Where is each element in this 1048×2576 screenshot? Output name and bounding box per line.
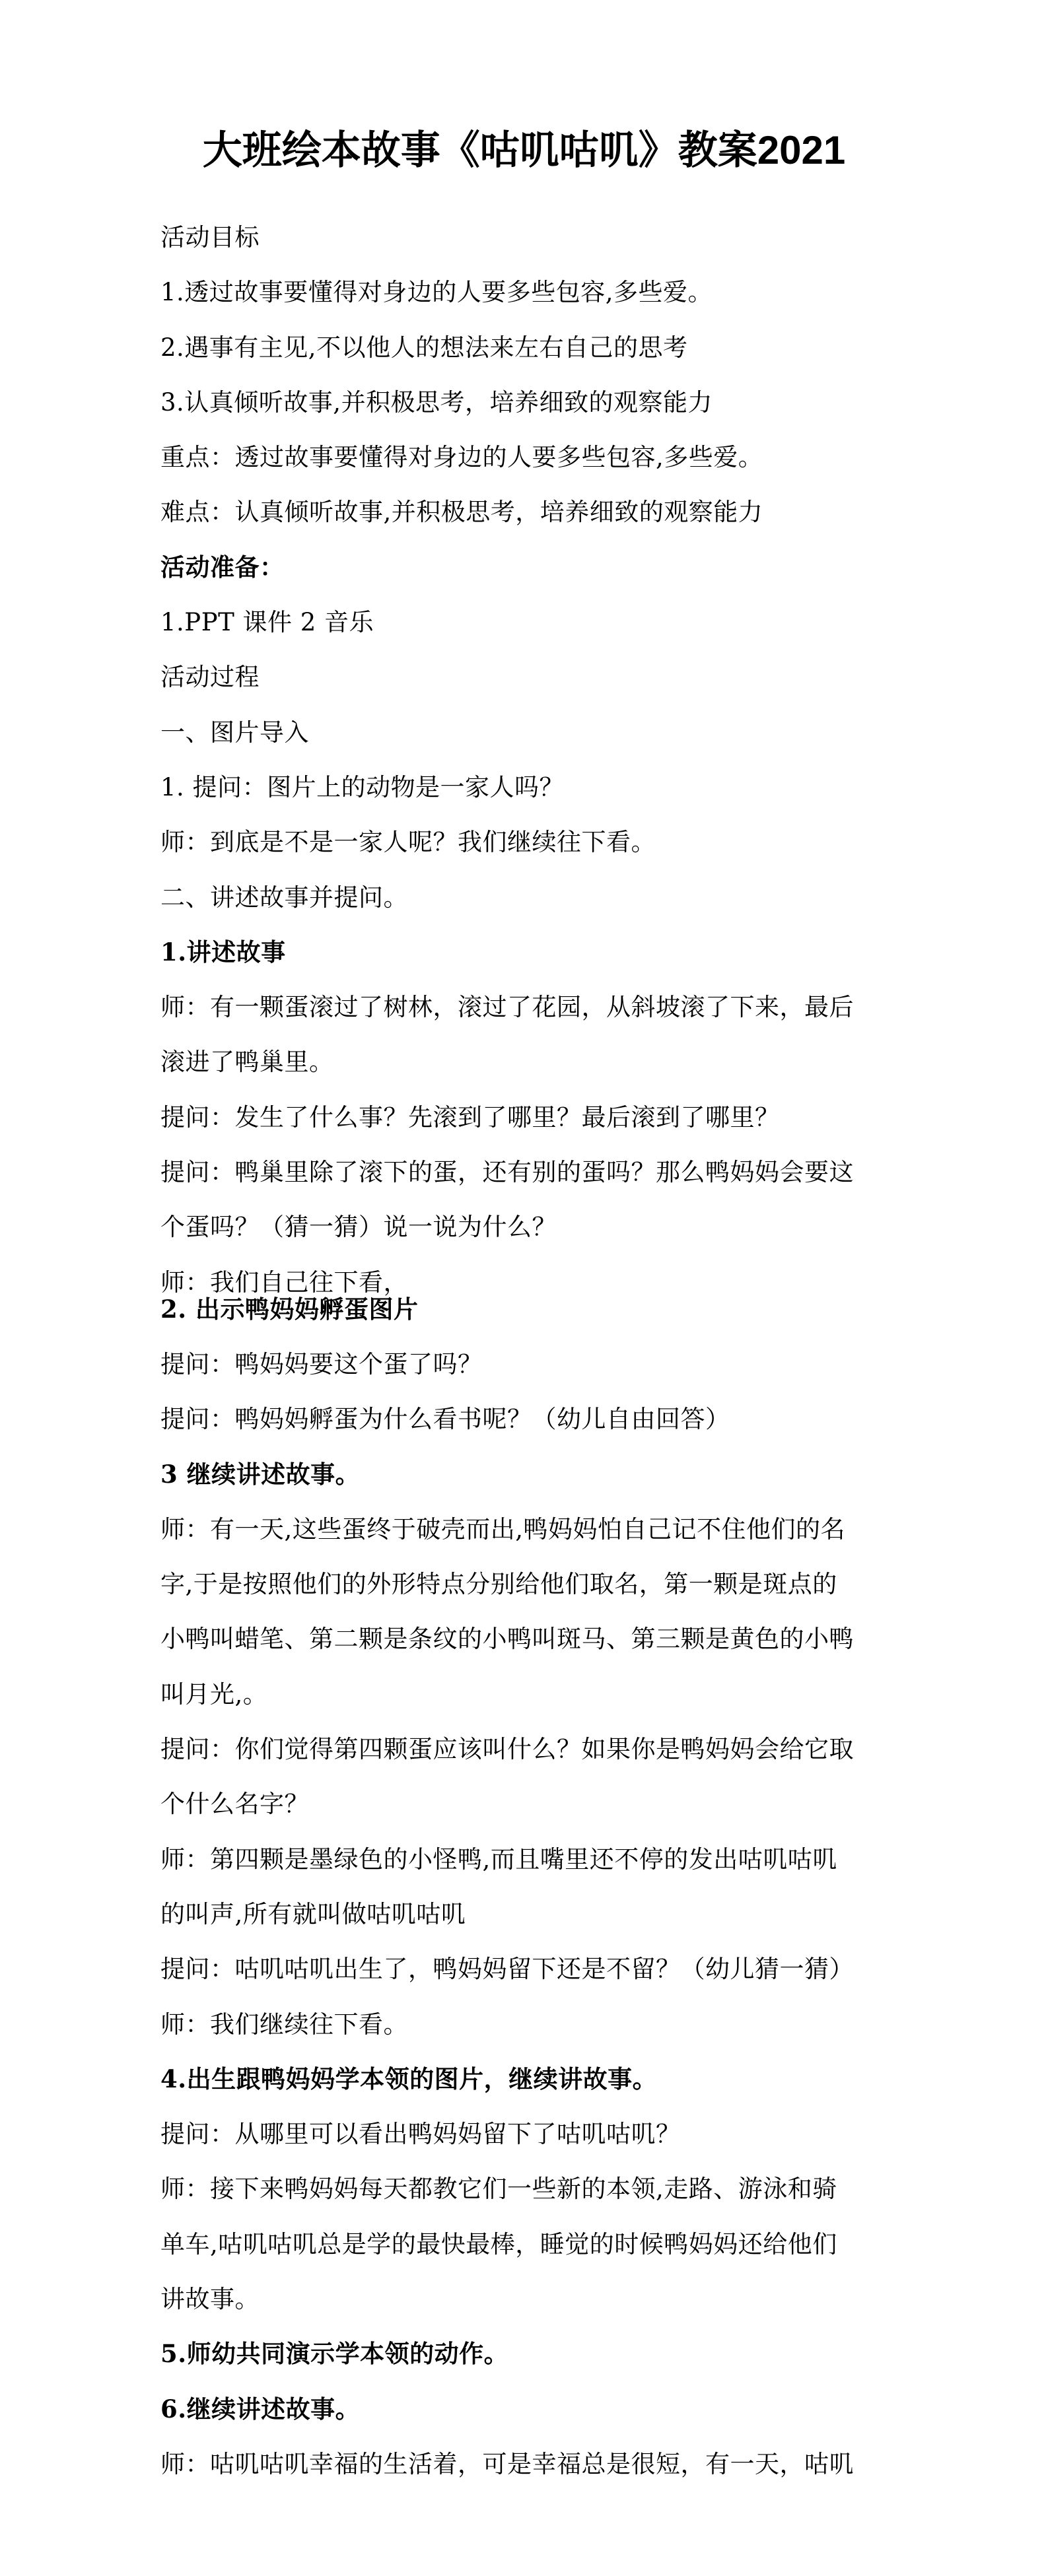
goal-item-2: 2.遇事有主见,不以他人的想法来左右自己的思考: [160, 333, 688, 362]
goal-item-3: 3.认真倾听故事,并积极思考，培养细致的观察能力: [160, 388, 713, 417]
paragraph-line: 提问：鸭巢里除了滚下的蛋，还有别的蛋吗？那么鸭妈妈会要这: [160, 1158, 854, 1187]
substep-heading-4: 4.出生跟鸭妈妈学本领的图片，继续讲故事。: [160, 2064, 658, 2093]
paragraph-line: 师：接下来鸭妈妈每天都教它们一些新的本领,走路、游泳和骑: [160, 2175, 837, 2204]
paragraph-line: 提问：咕叽咕叽出生了，鸭妈妈留下还是不留？（幼儿猜一猜）: [160, 1955, 854, 1984]
substep-heading-5: 5.师幼共同演示学本领的动作。: [160, 2339, 509, 2369]
paragraph-line: 师：我们继续往下看。: [160, 2010, 408, 2039]
substep-heading-6: 6.继续讲述故事。: [160, 2394, 361, 2423]
paragraph-line: 师：有一天,这些蛋终于破壳而出,鸭妈妈怕自己记不住他们的名: [160, 1514, 846, 1543]
paragraph-line: 个蛋吗？（猜一猜）说一说为什么？: [160, 1213, 557, 1242]
paragraph-line: 叫月光,。: [160, 1679, 268, 1709]
paragraph-line: 师：到底是不是一家人呢？我们继续往下看。: [160, 828, 656, 857]
paragraph-line: 提问：鸭妈妈孵蛋为什么看书呢？（幼儿自由回答）: [160, 1405, 730, 1434]
step-heading-picture-intro: 一、图片导入: [160, 718, 309, 747]
document-title: [0, 118, 1048, 184]
paragraph-line: 1. 提问：图片上的动物是一家人吗？: [160, 772, 565, 801]
paragraph-line: 个什么名字？: [160, 1790, 309, 1819]
paragraph-line: 小鸭叫蜡笔、第二颗是条纹的小鸭叫斑马、第三颗是黄色的小鸭: [160, 1625, 854, 1654]
paragraph-line: 提问：从哪里可以看出鸭妈妈留下了咕叽咕叽？: [160, 2120, 681, 2149]
key-point: 重点：透过故事要懂得对身边的人要多些包容,多些爱。: [160, 443, 763, 472]
section-heading-preparation: 活动准备：: [160, 552, 285, 582]
substep-heading-1: 1.讲述故事: [160, 937, 286, 966]
title-text: 大班绘本故事《咕叽咕叽》教案: [202, 127, 757, 174]
paragraph-line: 提问：鸭妈妈要这个蛋了吗？: [160, 1349, 483, 1378]
preparation-items: 1.PPT 课件 2 音乐: [160, 608, 374, 637]
substep-heading-3: 3 继续讲述故事。: [160, 1459, 361, 1489]
paragraph-line: 讲故事。: [160, 2284, 260, 2313]
document-body: [160, 210, 893, 2491]
goal-item-1: 1.透过故事要懂得对身边的人要多些包容,多些爱。: [160, 278, 713, 307]
paragraph-line: 提问：你们觉得第四颗蛋应该叫什么？如果你是鸭妈妈会给它取: [160, 1735, 854, 1764]
paragraph-line: 单车,咕叽咕叽总是学的最快最棒，睡觉的时候鸭妈妈还给他们: [160, 2229, 837, 2258]
paragraph-line: 师：我们自己往下看，: [160, 1268, 408, 1297]
paragraph-line: 提问：发生了什么事？先滚到了哪里？最后滚到了哪里？: [160, 1102, 780, 1132]
paragraph-line: 师：有一颗蛋滚过了树林，滚过了花园，从斜坡滚了下来，最后: [160, 993, 854, 1022]
section-heading-goals: 活动目标: [160, 223, 260, 252]
paragraph-line: 师：咕叽咕叽幸福的生活着，可是幸福总是很短，有一天，咕叽: [160, 2449, 854, 2478]
substep-heading-2: 2. 出示鸭妈妈孵蛋图片: [160, 1294, 419, 1324]
title-year: 2021: [757, 128, 846, 172]
paragraph-line: 师：第四颗是墨绿色的小怪鸭,而且嘴里还不停的发出咕叽咕叽: [160, 1845, 837, 1874]
paragraph-line: 的叫声,所有就叫做咕叽咕叽: [160, 1899, 466, 1928]
step-heading-storytelling: 二、讲述故事并提问。: [160, 883, 408, 912]
section-heading-process: 活动过程: [160, 663, 260, 692]
paragraph-line: 字,于是按照他们的外形特点分别给他们取名，第一颗是斑点的: [160, 1570, 837, 1599]
paragraph-line: 滚进了鸭巢里。: [160, 1048, 334, 1077]
difficult-point: 难点：认真倾听故事,并积极思考，培养细致的观察能力: [160, 498, 763, 527]
